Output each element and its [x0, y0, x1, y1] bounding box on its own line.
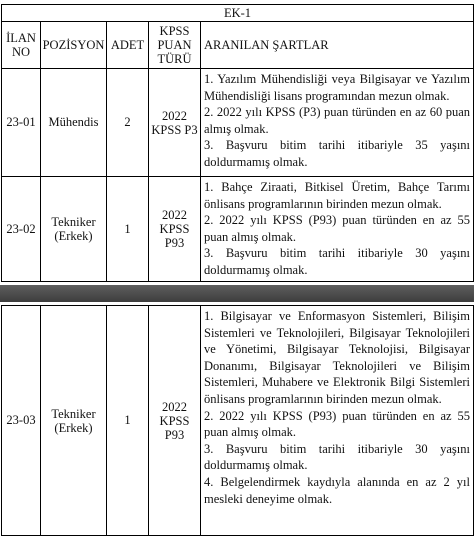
row-conditions: [201, 177, 474, 282]
condition-item: 1. Bahçe Ziraati, Bitkisel Üretim, Bahçe Tarımı önlisans programlarının birinden mezun olmak.: [204, 180, 471, 211]
row-ilan-no: 23-03: [2, 306, 41, 536]
condition-item: 4. Belgelendirmek kaydıyla alanında en az 2 yıl mesleki deneyime olmak.: [204, 474, 470, 506]
row-kpss: 2022 KPSS P3: [149, 69, 201, 177]
positions-table-page2: [1, 305, 474, 536]
condition-item: 3. Başvuru bitim tarihi itibariyle 35 yaşını doldurmamış olmak.: [204, 138, 471, 169]
row-kpss: 2022 KPSS P93: [149, 177, 201, 282]
condition-item: 2. 2022 yılı KPSS (P3) puan türünden en az 60 puan almış olmak.: [204, 105, 471, 136]
row-ilan-no: 23-02: [2, 177, 41, 282]
header-kpss-puan-turu: KPSS PUAN TÜRÜ: [149, 22, 201, 69]
row-pozisyon: Tekniker (Erkek): [41, 177, 107, 282]
row-pozisyon: Tekniker (Erkek): [41, 306, 107, 536]
page-separator: [0, 285, 474, 302]
row-adet: 2: [107, 69, 149, 177]
positions-table-page1: [1, 4, 474, 282]
row-kpss: 2022 KPSS P93: [149, 306, 201, 536]
condition-item: 2. 2022 yılı KPSS (P93) puan türünden en az 55 puan almış olmak.: [204, 213, 471, 244]
row-conditions: [201, 69, 474, 177]
table-title: EK-1: [2, 5, 474, 22]
table-row: [2, 177, 474, 282]
condition-item: 2. 2022 yılı KPSS (P93) puan türünden en az 55 puan almış olmak.: [204, 408, 470, 440]
header-ilan-no: İLAN NO: [2, 22, 41, 69]
condition-item: 3. Başvuru bitim tarihi itibariyle 30 yaşını doldurmamış olmak.: [204, 246, 471, 277]
condition-item: 3. Başvuru bitim tarihi itibariyle 30 yaşını doldurmamış olmak.: [204, 441, 470, 473]
row-ilan-no: 23-01: [2, 69, 41, 177]
row-conditions: [201, 306, 474, 536]
header-adet: ADET: [107, 22, 149, 69]
table-row: [2, 69, 474, 177]
header-aranilan-sartlar: ARANILAN ŞARTLAR: [201, 22, 474, 69]
header-pozisyon: POZİSYON: [41, 22, 107, 69]
condition-item: 1. Yazılım Mühendisliği veya Bilgisayar ve Yazılım Mühendisliği lisans programından mezun olmak.: [204, 72, 471, 103]
row-pozisyon: Mühendis: [41, 69, 107, 177]
row-adet: 1: [107, 177, 149, 282]
row-adet: 1: [107, 306, 149, 536]
table-row: [2, 306, 474, 536]
condition-item: 1. Bilgisayar ve Enformasyon Sistemleri, Bilişim Sistemleri ve Teknolojileri, Bilgisayar Teknolojileri ve Yönetimi, Bilgisayar Teknolojisi, Bilgisayar Donanımı, Bilgisayar Teknolojileri ve Bilişim Sistemleri, Muhabere ve Elektronik Bilgi Sistemleri önlisans programlarının birinden mezun olmak.: [204, 309, 470, 406]
